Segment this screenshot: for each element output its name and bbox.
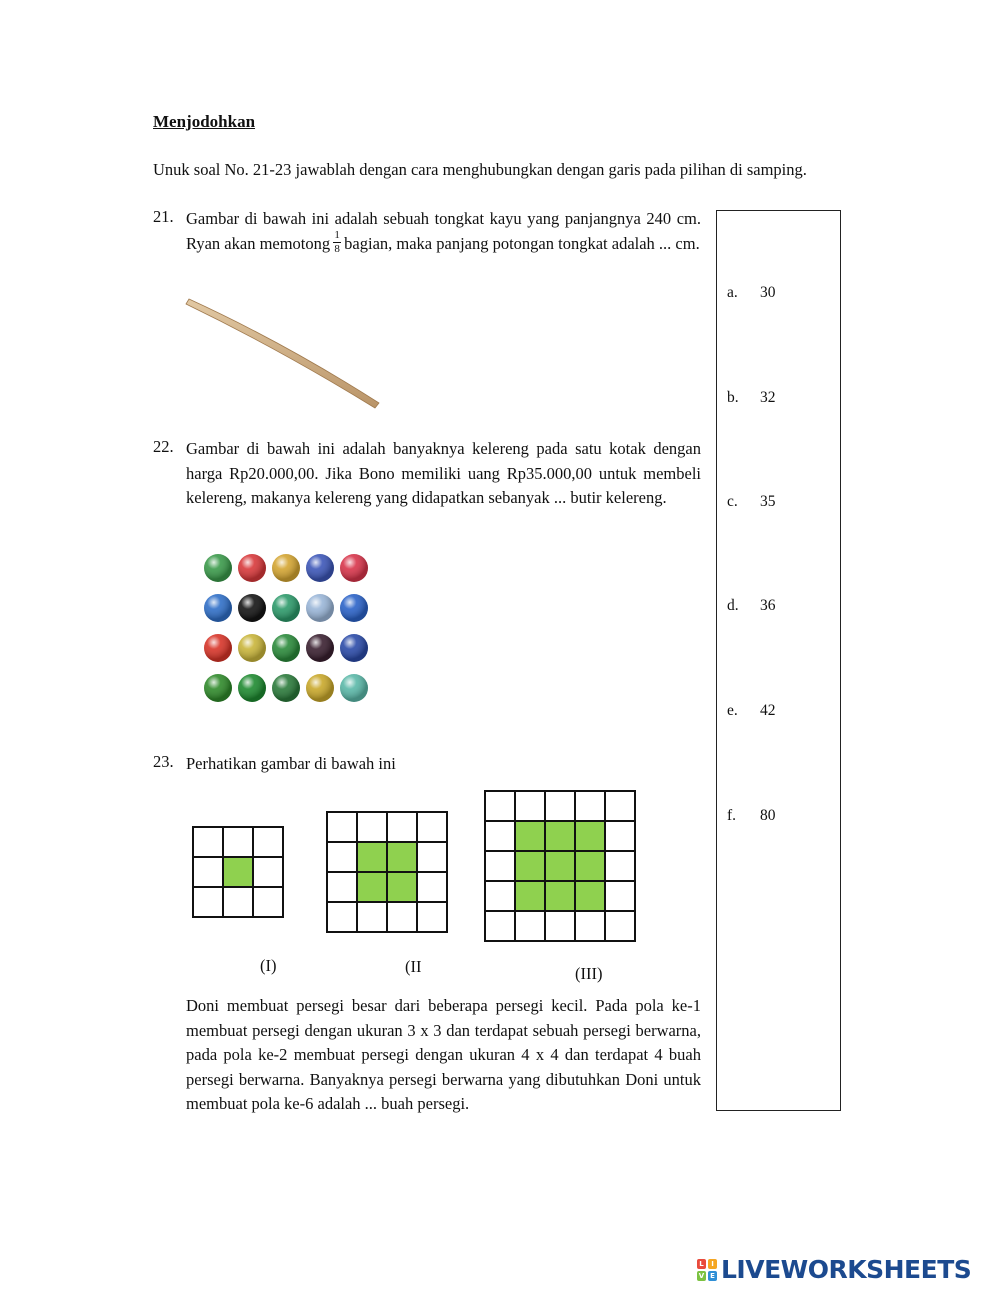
colored-square [546, 882, 576, 912]
marble-shine [238, 554, 266, 582]
marble-shine [306, 594, 334, 622]
grid-square [224, 828, 254, 858]
option-b[interactable] [727, 389, 776, 407]
colored-square [576, 822, 606, 852]
option-letter: f. [727, 807, 737, 824]
logo-letter-tile: E [708, 1271, 717, 1281]
grid-square [486, 792, 516, 822]
marble-shine [340, 554, 368, 582]
option-letter: e. [727, 702, 738, 719]
grid-square [576, 912, 606, 942]
option-d[interactable] [727, 597, 776, 615]
marble-shine [238, 674, 266, 702]
question-22-text: Gambar di bawah ini adalah banyaknya kelereng pada satu kotak dengan harga Rp20.000,00. Jika Bono memiliki uang Rp35.000,00 untuk membeli kelereng, makanya kelereng yang didapatkan sebanyak ... butir kelereng. [186, 439, 701, 507]
option-letter: c. [727, 493, 738, 510]
question-21-number: 21. [153, 207, 174, 226]
grid-square [418, 873, 448, 903]
pattern-3-grid [484, 790, 636, 942]
colored-square [224, 858, 254, 888]
marbles-image [196, 545, 381, 715]
colored-square [546, 822, 576, 852]
option-value: 42 [760, 702, 776, 719]
question-21-text-part2: bagian, maka panjang potongan tongkat adalah ... cm. [344, 233, 700, 253]
option-f[interactable] [727, 807, 776, 825]
marble-shine [340, 594, 368, 622]
marble-shine [272, 594, 300, 622]
question-21-text [186, 207, 701, 257]
colored-square [516, 882, 546, 912]
colored-square [576, 882, 606, 912]
grid-square [418, 813, 448, 843]
question-23-text: Perhatikan gambar di bawah ini [186, 754, 396, 773]
colored-square [516, 852, 546, 882]
grid-square [254, 888, 284, 918]
colored-square [358, 843, 388, 873]
option-value: 36 [760, 597, 776, 614]
fraction-one-eighth [333, 230, 341, 255]
logo-letter-tile: I [708, 1259, 717, 1269]
marble-shine [204, 594, 232, 622]
marble-shine [272, 554, 300, 582]
grid-square [606, 912, 636, 942]
marble-shine [340, 634, 368, 662]
grid-square [576, 792, 606, 822]
grid-square [418, 903, 448, 933]
marble-shine [204, 674, 232, 702]
grid-square [194, 858, 224, 888]
option-a[interactable] [727, 284, 776, 302]
grid-square [328, 813, 358, 843]
grid-square [486, 852, 516, 882]
marble-shine [238, 634, 266, 662]
grid-square [254, 828, 284, 858]
liveworksheets-logo-text: LIVEWORKSHEETS [721, 1255, 972, 1284]
grid-square [328, 873, 358, 903]
wooden-stick-image [185, 293, 385, 413]
grid-square [516, 792, 546, 822]
marble-shine [306, 634, 334, 662]
option-value: 35 [760, 493, 776, 510]
liveworksheets-logo[interactable] [697, 1255, 971, 1284]
marble-shine [306, 554, 334, 582]
grid-square [546, 792, 576, 822]
fraction-denominator: 8 [334, 243, 340, 256]
pattern-1-grid [192, 826, 284, 918]
marbles-svg [196, 545, 381, 715]
marble-shine [204, 634, 232, 662]
logo-letter-tile: V [698, 1271, 705, 1280]
option-value: 80 [760, 807, 776, 824]
grid-square [194, 888, 224, 918]
question-23-description: Doni membuat persegi besar dari beberapa persegi kecil. Pada pola ke-1 membuat persegi dengan ukuran 3 x 3 dan terdapat sebuah persegi berwarna, pada pola ke-2 membuat persegi dengan ukuran 4 x 4 dan terdapat 4 buah persegi berwarna. Banyaknya persegi berwarna yang dibutuhkan Doni untuk membuat pola ke-6 adalah ... buah persegi. [186, 996, 701, 1113]
instructions: Unuk soal No. 21-23 jawablah dengan cara menghubungkan dengan garis pada pilihan di samping. [153, 160, 807, 179]
marble-shine [272, 634, 300, 662]
grid-square [358, 813, 388, 843]
grid-square [224, 888, 254, 918]
option-letter: d. [727, 597, 739, 614]
grid-square [486, 912, 516, 942]
pattern-2-grid [326, 811, 448, 933]
grid-square [194, 828, 224, 858]
marble-shine [306, 674, 334, 702]
grid-square [516, 912, 546, 942]
logo-letter-tile: L [697, 1259, 706, 1269]
option-value: 30 [760, 284, 776, 301]
grid-square [254, 858, 284, 888]
option-e[interactable] [727, 702, 776, 720]
option-letter: a. [727, 284, 738, 301]
colored-square [388, 843, 418, 873]
pattern-3-caption: (III) [575, 964, 603, 983]
colored-square [546, 852, 576, 882]
colored-square [388, 873, 418, 903]
grid-square [328, 903, 358, 933]
fraction-numerator: 1 [334, 229, 340, 242]
grid-square [328, 843, 358, 873]
colored-square [358, 873, 388, 903]
answer-options-box [716, 210, 841, 1111]
marble-shine [272, 674, 300, 702]
grid-square [388, 813, 418, 843]
grid-square [486, 882, 516, 912]
section-heading: Menjodohkan [153, 112, 256, 131]
marble-shine [204, 554, 232, 582]
option-c[interactable] [727, 493, 776, 511]
question-22-number: 22. [153, 437, 174, 456]
option-letter: b. [727, 389, 739, 406]
grid-square [606, 792, 636, 822]
colored-square [576, 852, 606, 882]
marble-shine [340, 674, 368, 702]
marble-shine [238, 594, 266, 622]
grid-square [418, 843, 448, 873]
option-value: 32 [760, 389, 776, 406]
grid-square [606, 852, 636, 882]
pattern-1-caption: (I) [260, 956, 277, 975]
grid-square [358, 903, 388, 933]
grid-square [546, 912, 576, 942]
liveworksheets-logo-icon [697, 1259, 717, 1281]
grid-square [388, 903, 418, 933]
question-21-text-part1: Gambar di bawah ini adalah sebuah tongkat kayu yang panjangnya 240 cm. Ryan akan memotong [186, 209, 701, 253]
colored-square [516, 822, 546, 852]
pattern-2-caption: (II [405, 957, 422, 976]
question-23-number: 23. [153, 752, 174, 771]
grid-square [606, 882, 636, 912]
grid-square [486, 822, 516, 852]
grid-square [606, 822, 636, 852]
